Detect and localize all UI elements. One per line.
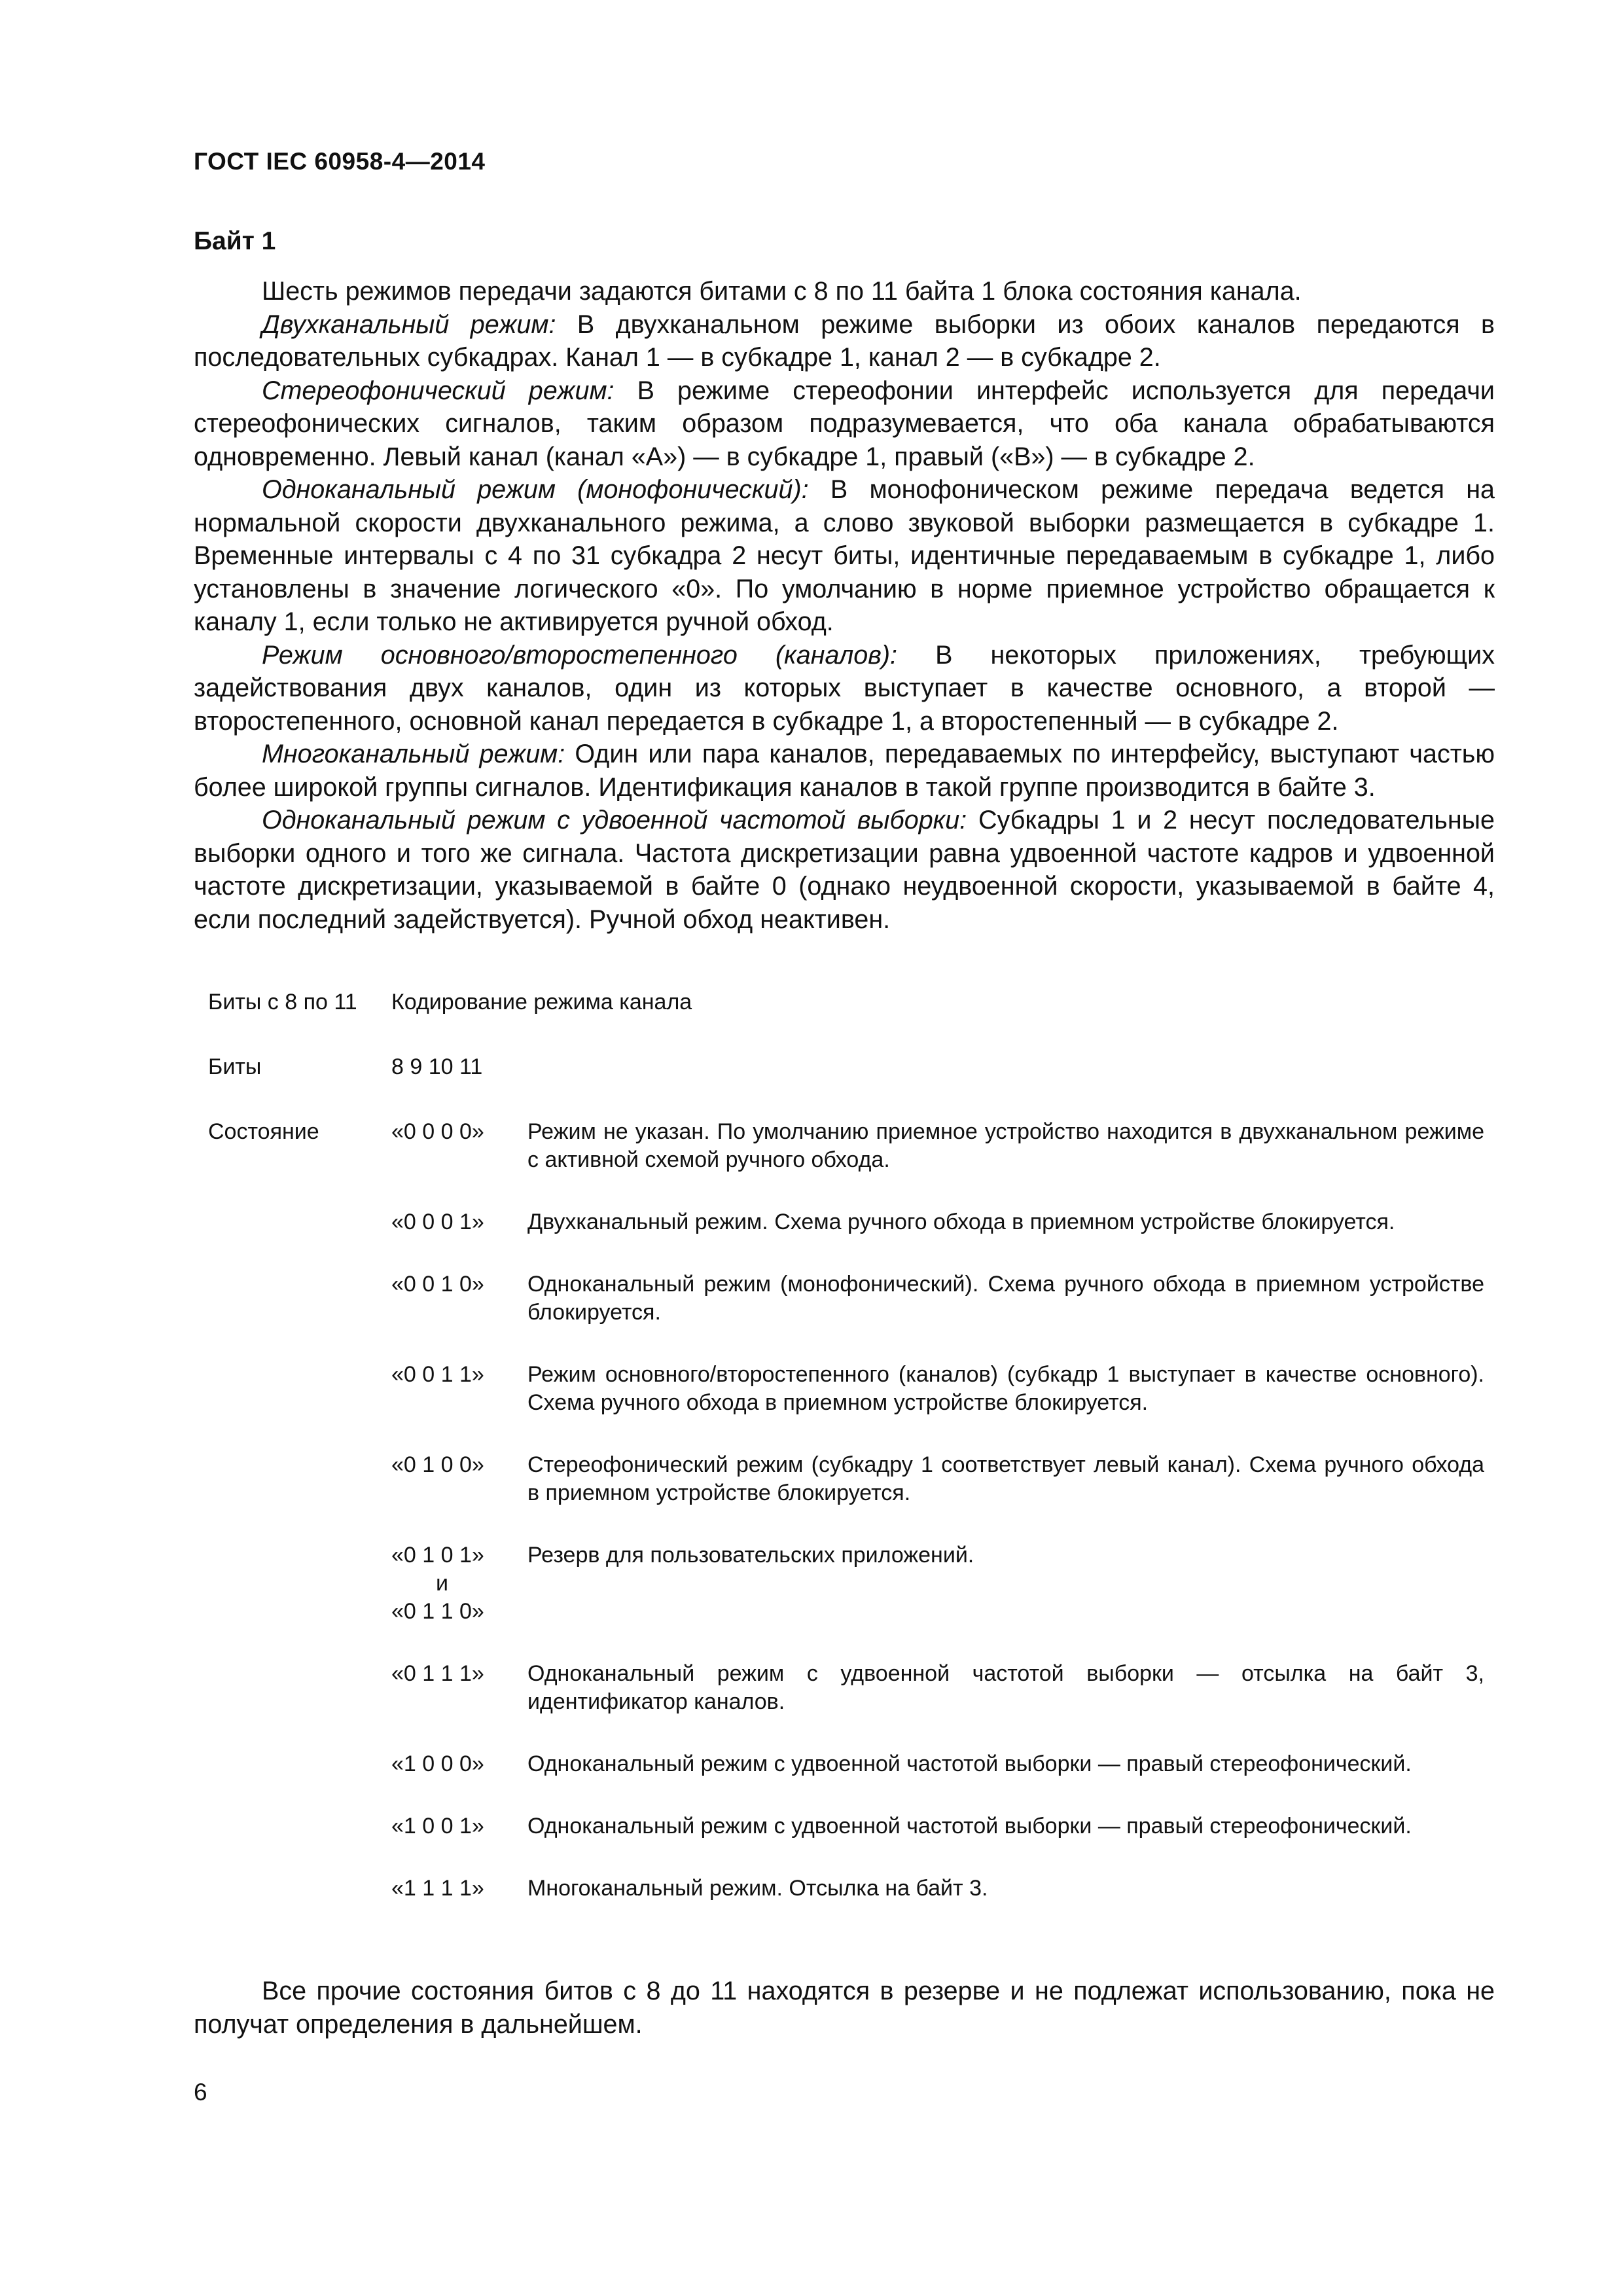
body-text — [194, 275, 1495, 936]
paragraph-two-channel — [194, 308, 1495, 374]
paragraph-lead: Многоканальный режим: — [262, 740, 565, 768]
table-row — [208, 1118, 1484, 1174]
table-desc: Режим не указан. По умолчанию приемное устройство находится в двухканальном режиме с активной схемой ручного обхода. — [527, 1119, 1484, 1172]
table-code-group — [391, 1541, 527, 1626]
table-code: «0 1 1 1» — [391, 1661, 484, 1686]
closing-paragraph — [194, 1975, 1495, 2041]
table-row — [208, 1451, 1484, 1507]
paragraph-lead: Двухканальный режим: — [262, 310, 556, 339]
paragraph-text: Один или пара каналов, передаваемых по интерфейсу, выступают частью более широкой группы сигналов. Идентификация каналов в такой группе производится в байте 3. — [194, 740, 1495, 802]
paragraph-double-rate — [194, 804, 1495, 936]
table-title-row — [208, 988, 1484, 1016]
paragraph-lead: Одноканальный режим с удвоенной частотой выборки: — [262, 806, 967, 834]
table-row — [208, 1208, 1484, 1236]
document-header: ГОСТ IEC 60958-4—2014 — [194, 148, 486, 175]
table-row — [208, 1874, 1484, 1903]
table-desc: Одноканальный режим (монофонический). Схема ручного обхода в приемном устройстве блокируется. — [527, 1272, 1484, 1325]
table-code: «1 0 0 0» — [391, 1751, 484, 1776]
paragraph-text: В режиме стереофонии интерфейс используется для передачи стереофонических сигналов, таким образом подразумевается, что оба канала обрабатываются одновременно. Левый канал (канал «А») — в субкадре 1, правый («В») — в субкадре 2. — [194, 376, 1495, 471]
table-row — [208, 1361, 1484, 1417]
table-row — [208, 1270, 1484, 1327]
table-desc: Одноканальный режим с удвоенной частотой выборки — правый стереофонический. — [527, 1814, 1412, 1839]
table-state-label: Состояние — [208, 1119, 319, 1144]
table-code: «0 1 1 0» — [391, 1599, 484, 1624]
paragraph-primary-secondary — [194, 639, 1495, 738]
table-desc: Многоканальный режим. Отсылка на байт 3. — [527, 1876, 988, 1901]
table-code: «0 1 0 0» — [391, 1452, 484, 1477]
table-code: «0 1 0 1» — [391, 1543, 484, 1568]
table-desc: Режим основного/второстепенного (каналов) (субкадр 1 выступает в качестве основного). Схема ручного обхода в приемном устройстве блокируется. — [527, 1362, 1484, 1415]
table-title-value: Кодирование режима канала — [391, 990, 692, 1014]
paragraph-mono — [194, 473, 1495, 639]
table-desc: Двухканальный режим. Схема ручного обхода в приемном устройстве блокируется. — [527, 1210, 1395, 1234]
table-row — [208, 1750, 1484, 1778]
table-code: «0 0 0 1» — [391, 1210, 484, 1234]
table-code-conjunction: и — [436, 1571, 448, 1596]
paragraph-stereo — [194, 374, 1495, 474]
table-code: «0 0 0 0» — [391, 1119, 484, 1144]
table-title-label: Биты с 8 по 11 — [208, 990, 357, 1014]
table-code: «0 0 1 0» — [391, 1272, 484, 1297]
paragraph-text: В двухканальном режиме выборки из обоих каналов передаются в последовательных субкадрах. Канал 1 — в субкадре 1, канал 2 — в субкадре 2. — [194, 310, 1495, 372]
paragraph-multichannel — [194, 738, 1495, 804]
paragraph-text: В некоторых приложениях, требующих задействования двух каналов, один из которых выступает в качестве основного, а второй — второстепенного, основной канал передается в субкадре 1, а второстепенный — в субкадре 2. — [194, 640, 1495, 736]
paragraph-text: В монофоническом режиме передача ведется на нормальной скорости двухканального режима, а слово звуковой выборки размещается в субкадре 1. Временные интервалы с 4 по 31 субкадра 2 несут биты, идентичные передаваемым в субкадре 1, либо установлены в значение логического «0». По умолчанию в норме приемное устройство обращается к каналу 1, если только не активируется ручной обход. — [194, 475, 1495, 636]
table-desc: Одноканальный режим с удвоенной частотой выборки — правый стереофонический. — [527, 1751, 1412, 1776]
table-code: «1 0 0 1» — [391, 1814, 484, 1839]
table-bits-label: Биты — [208, 1054, 262, 1079]
paragraph-intro — [194, 275, 1495, 308]
table-code: «1 1 1 1» — [391, 1876, 484, 1901]
table-desc: Одноканальный режим с удвоенной частотой выборки — отсылка на байт 3, идентификатор каналов. — [527, 1661, 1484, 1714]
table-code: «0 0 1 1» — [391, 1362, 484, 1387]
table-desc: Стереофонический режим (субкадру 1 соответствует левый канал). Схема ручного обхода в приемном устройстве блокируется. — [527, 1452, 1484, 1505]
page-number: 6 — [194, 2079, 207, 2106]
table-row — [208, 1812, 1484, 1840]
table-row — [208, 1660, 1484, 1716]
channel-mode-table — [208, 988, 1484, 1903]
table-bits-row — [208, 1053, 1484, 1081]
table-row — [208, 1541, 1484, 1626]
paragraph-text: Шесть режимов передачи задаются битами с 8 по 11 байта 1 блока состояния канала. — [262, 277, 1302, 306]
paragraph-lead: Одноканальный режим (монофонический): — [262, 475, 809, 504]
paragraph-lead: Стереофонический режим: — [262, 376, 615, 405]
paragraph-lead: Режим основного/второстепенного (каналов): — [262, 640, 897, 670]
paragraph-text: Субкадры 1 и 2 несут последовательные выборки одного и того же сигнала. Частота дискретизации равна удвоенной частоте кадров и удвоенной частоте дискретизации, указываемой в байте 0 (однако неудвоенной скорости, указываемой в байте 4, если последний задействуется). Ручной обход неактивен. — [194, 806, 1495, 934]
section-title: Байт 1 — [194, 227, 276, 255]
closing-text: Все прочие состояния битов с 8 до 11 находятся в резерве и не подлежат использованию, пока не получат определения в дальнейшем. — [194, 1977, 1495, 2039]
table-desc: Резерв для пользовательских приложений. — [527, 1543, 974, 1568]
table-bits-value: 8 9 10 11 — [391, 1054, 483, 1079]
